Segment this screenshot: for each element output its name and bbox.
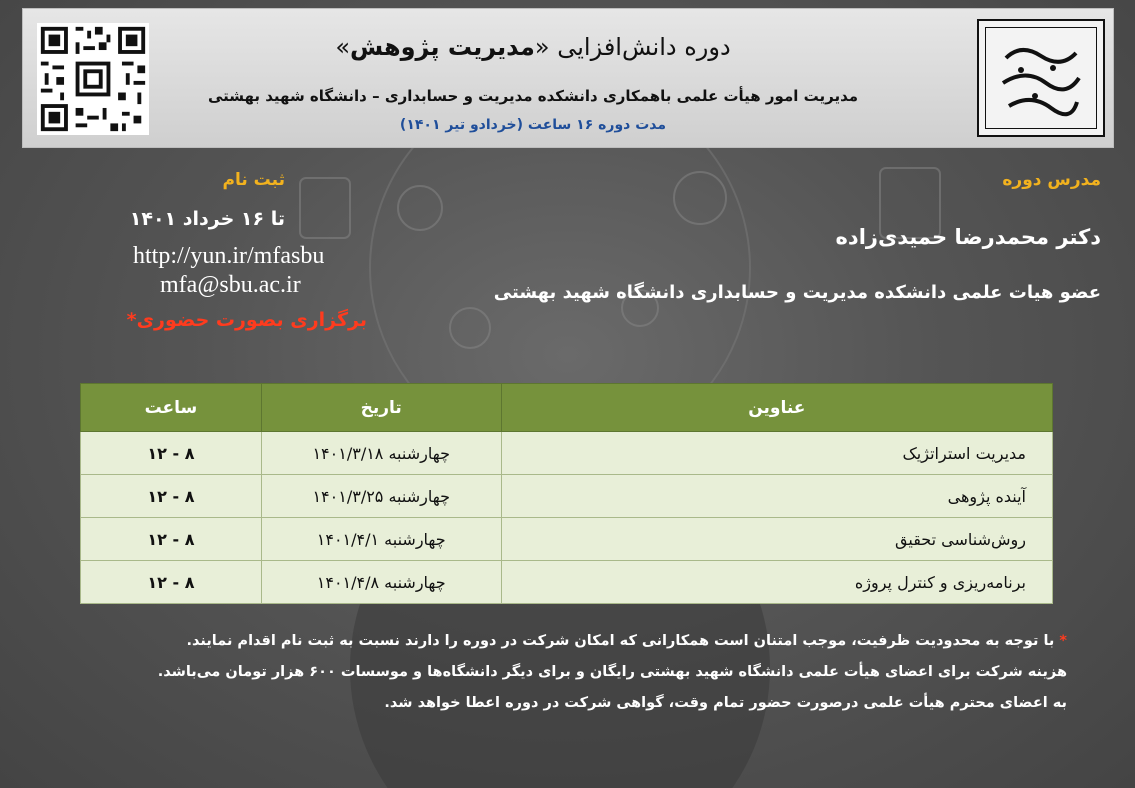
- note-star: *: [1059, 633, 1067, 649]
- registration-deadline: تا ۱۶ خرداد ۱۴۰۱: [129, 208, 285, 230]
- instructor-name: دکتر محمدرضا حمیدی‌زاده: [835, 225, 1101, 249]
- session-time: ۸ - ۱۲: [81, 432, 262, 475]
- table-row: [81, 518, 1053, 561]
- session-date: چهارشنبه ۱۴۰۱/۳/۲۵: [261, 475, 501, 518]
- schedule-table: [80, 383, 1053, 604]
- header-banner: [22, 8, 1114, 148]
- header-title: عناوین: [501, 384, 1052, 432]
- session-time: ۸ - ۱۲: [81, 518, 262, 561]
- note-fee: هزینه شرکت برای اعضای هیأت علمی دانشگاه شهید بهشتی رایگان و برای دیگر دانشگاه‌ها و موسسات ۶۰۰ هزار تومان می‌باشد.: [157, 664, 1067, 680]
- session-time: ۸ - ۱۲: [81, 561, 262, 604]
- university-logo-icon: [977, 19, 1105, 137]
- registration-label: ثبت نام: [222, 170, 285, 190]
- notes-block: [67, 626, 1067, 719]
- registration-email[interactable]: mfa@sbu.ac.ir: [160, 272, 301, 298]
- session-date: چهارشنبه ۱۴۰۱/۴/۸: [261, 561, 501, 604]
- registration-link[interactable]: http://yun.ir/mfasbu: [133, 243, 325, 269]
- attendance-mode: برگزاری بصورت حضوری*: [126, 309, 367, 331]
- session-title: روش‌شناسی تحقیق: [501, 518, 1052, 561]
- course-title: دوره دانش‌افزایی «مدیریت پژوهش»: [335, 33, 731, 61]
- instructor-label: مدرس دوره: [1002, 170, 1101, 190]
- note-capacity: * با توجه به محدودیت ظرفیت، موجب امتنان است همکارانی که امکان شرکت در دوره را دارند نسبت به ثبت نام اقدام نمایند.: [186, 633, 1067, 649]
- session-date: چهارشنبه ۱۴۰۱/۳/۱۸: [261, 432, 501, 475]
- table-row: [81, 475, 1053, 518]
- session-title: مدیریت استراتژیک: [501, 432, 1052, 475]
- course-duration: مدت دوره ۱۶ ساعت (خردادو تیر ۱۴۰۱): [399, 117, 667, 133]
- table-row: [81, 561, 1053, 604]
- header-time: ساعت: [81, 384, 262, 432]
- header-date: تاریخ: [261, 384, 501, 432]
- schedule-header-row: [81, 384, 1053, 432]
- session-date: چهارشنبه ۱۴۰۱/۴/۱: [261, 518, 501, 561]
- course-subtitle: مدیریت امور هیأت علمی باهمکاری دانشکده مدیریت و حسابداری – دانشگاه شهید بهشتی: [207, 87, 859, 105]
- session-title: برنامه‌ریزی و کنترل پروژه: [501, 561, 1052, 604]
- instructor-position: عضو هیات علمی دانشکده مدیریت و حسابداری دانشگاه شهید بهشتی: [493, 282, 1101, 303]
- table-row: [81, 432, 1053, 475]
- session-time: ۸ - ۱۲: [81, 475, 262, 518]
- qr-code-icon: [37, 23, 149, 135]
- note-certificate: به اعضای محترم هیأت علمی درصورت حضور تمام وقت، گواهی شرکت در دوره اعطا خواهد شد.: [384, 695, 1067, 711]
- session-title: آینده پژوهی: [501, 475, 1052, 518]
